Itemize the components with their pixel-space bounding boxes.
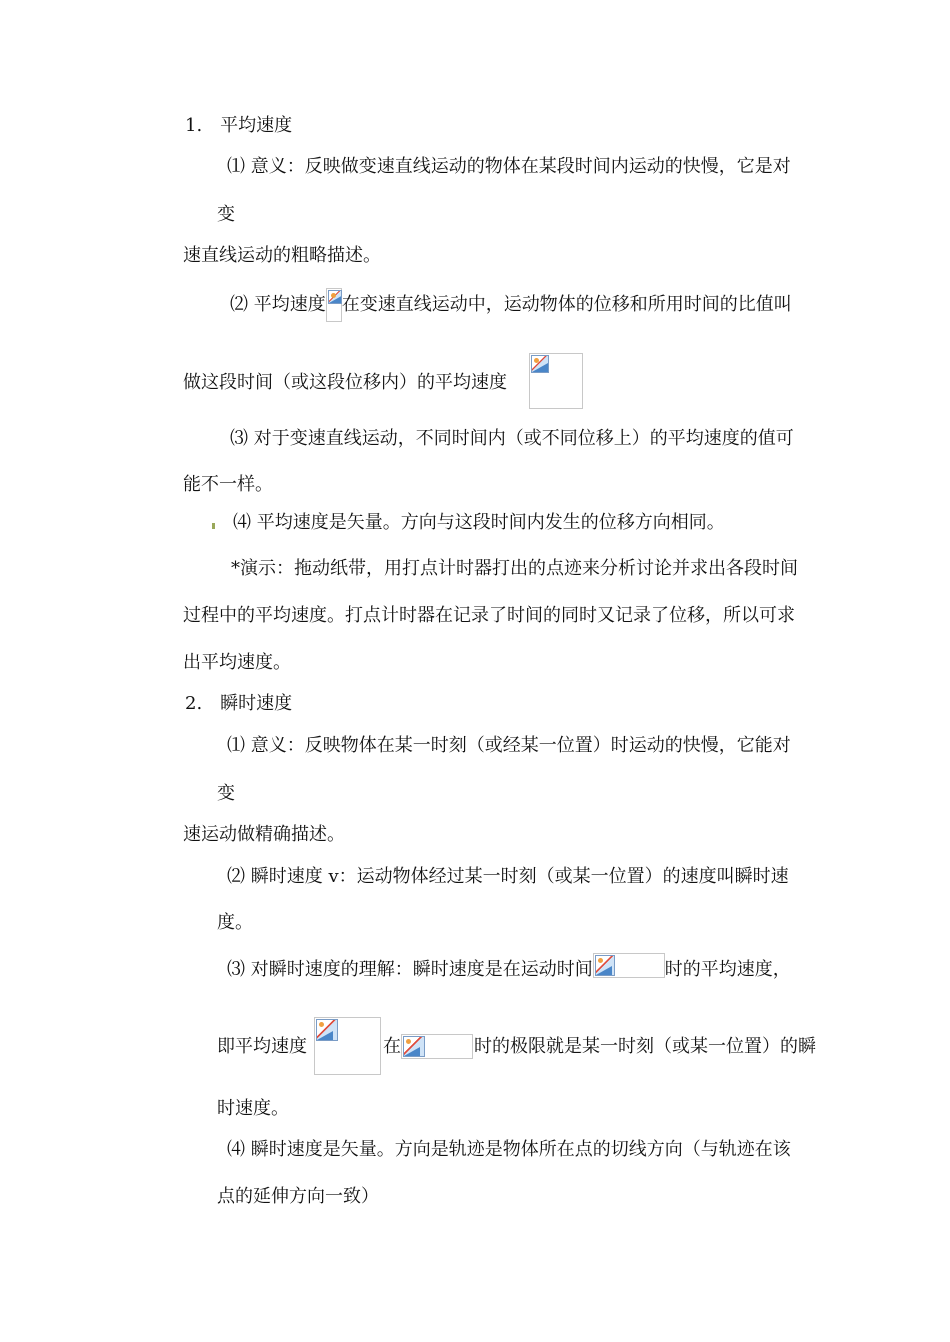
s2-p3-part2: 时的平均速度， [664, 959, 791, 980]
formula-image [401, 1034, 473, 1059]
formula-image [593, 953, 665, 978]
s2-p4-line1: ⑷ 瞬时速度是矢量。方向是轨迹是物体所在点的切线方向（与轨迹在该 [227, 1139, 791, 1160]
s2-p3-line1 [227, 953, 791, 982]
formula-image [326, 288, 342, 322]
s1-p2-part2: 在变速直线运动中，运动物体的位移和所用时间的比值叫 [341, 294, 792, 315]
s2-p3-line2-left: 即平均速度 [217, 1036, 307, 1057]
s1-p1-line1: ⑴ 意义：反映做变速直线运动的物体在某段时间内运动的快慢，它是对 [227, 156, 791, 177]
formula-image [529, 353, 583, 409]
s2-p3-line2-mid: 在 [383, 1036, 401, 1057]
s2-p2-line2: 度。 [217, 912, 253, 933]
s1-p3-line2: 能不一样。 [183, 474, 273, 495]
s2-p3-part1: ⑶ 对瞬时速度的理解：瞬时速度是在运动时间 [227, 959, 593, 980]
s1-p3-line1: ⑶ 对于变速直线运动，不同时间内（或不同位移上）的平均速度的值可 [230, 428, 794, 449]
marker-dot [212, 523, 215, 529]
s2-p1-line1: ⑴ 意义：反映物体在某一时刻（或经某一位置）时运动的快慢，它能对 [227, 735, 791, 756]
s1-p1-line2: 变 [217, 204, 235, 225]
s1-demo-line3: 出平均速度。 [183, 652, 291, 673]
s2-p3-line2-right: 时的极限就是某一时刻（或某一位置）的瞬 [474, 1036, 816, 1057]
s1-p4: ⑷ 平均速度是矢量。方向与这段时间内发生的位移方向相同。 [233, 512, 725, 533]
section2-heading: 2. 瞬时速度 [185, 693, 293, 714]
s2-p3-line3: 时速度。 [217, 1098, 289, 1119]
s2-p4-line2: 点的延伸方向一致） [217, 1186, 379, 1207]
s1-p2-line2: 做这段时间（或这段位移内）的平均速度 [183, 372, 507, 393]
formula-image [314, 1017, 381, 1075]
s1-p2-part1: ⑵ 平均速度 [230, 294, 326, 315]
s1-demo-line1: *演示：拖动纸带，用打点计时器打出的点迹来分析讨论并求出各段时间 [231, 558, 798, 579]
s1-p2-line1 [230, 288, 792, 322]
s1-demo-line2: 过程中的平均速度。打点计时器在记录了时间的同时又记录了位移，所以可求 [183, 605, 795, 626]
s1-p1-line3: 速直线运动的粗略描述。 [183, 245, 381, 266]
s2-p1-line2: 变 [217, 783, 235, 804]
section1-heading: 1. 平均速度 [185, 115, 293, 136]
s2-p1-line3: 速运动做精确描述。 [183, 824, 345, 845]
s2-p2-line1: ⑵ 瞬时速度 v：运动物体经过某一时刻（或某一位置）的速度叫瞬时速 [227, 866, 789, 887]
